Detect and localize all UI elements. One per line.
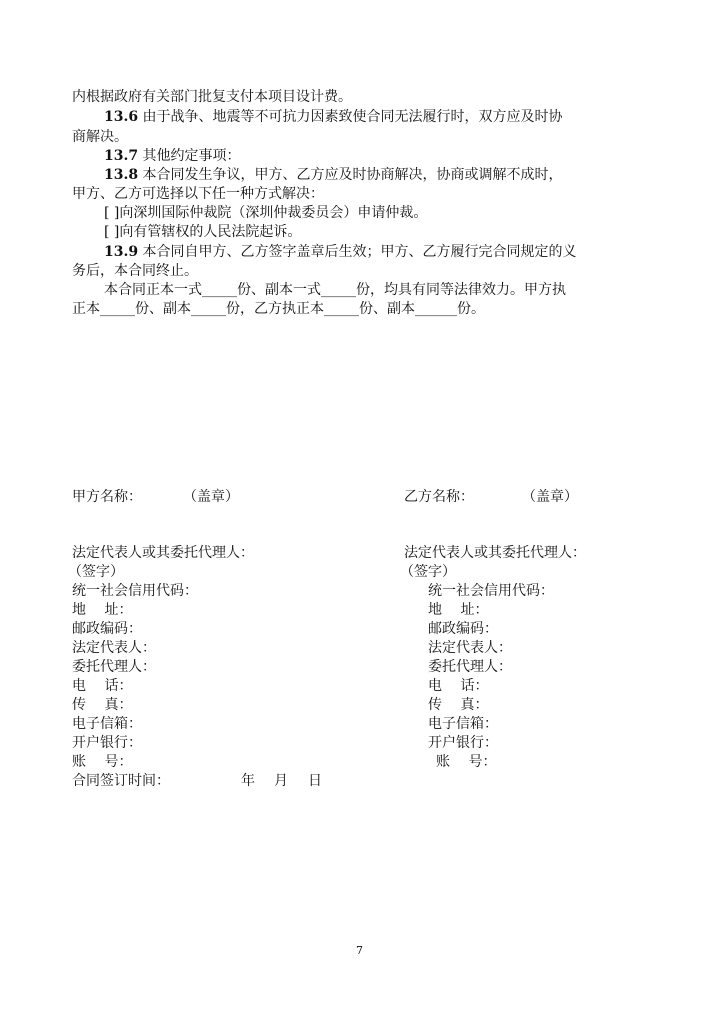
party-a-credit-code-label: 统一社会信用代码： — [72, 583, 198, 599]
clause-text: 本合同自甲方、乙方签字盖章后生效；甲方、乙方履行完合同规定的义 — [138, 244, 577, 260]
clause-13-8 — [104, 165, 563, 185]
party-b-phone-label: 电 话： — [428, 678, 489, 694]
clause-13-6 — [104, 107, 563, 127]
clause-13-7 — [104, 146, 241, 166]
party-a-agent-label: 委托代理人： — [72, 659, 156, 675]
party-b-bank-label: 开户银行： — [428, 735, 498, 751]
party-a-sign-label: （签字） — [68, 564, 124, 580]
party-b-address-label: 地 址： — [428, 602, 489, 618]
party-b-email-label: 电子信箱： — [428, 716, 498, 732]
party-a-legal-rep-label: 法定代表人： — [72, 640, 156, 656]
party-a-email-label: 电子信箱： — [72, 716, 142, 732]
signing-date-label: 合同签订时间： — [72, 773, 170, 789]
party-a-seal: （盖章） — [183, 489, 239, 505]
party-b-credit-code-label: 统一社会信用代码： — [428, 583, 554, 599]
party-a-bank-label: 开户银行： — [72, 735, 142, 751]
clause-continuation: 内根据政府有关部门批复支付本项目设计费。 — [72, 89, 352, 105]
clause-13-9 — [104, 242, 577, 262]
party-b-agent-label: 委托代理人： — [428, 659, 512, 675]
party-a-name-label: 甲方名称： — [72, 489, 142, 505]
clause-13-8-cont: 甲方、乙方可选择以下任一种方式解决： — [72, 186, 324, 202]
clause-text: 本合同发生争议，甲方、乙方应及时协商解决，协商或调解不成时， — [138, 167, 563, 183]
clause-number: 13.7 — [104, 148, 139, 164]
party-b-account-label: 账 号： — [436, 754, 497, 770]
party-a-postcode-label: 邮政编码： — [72, 621, 142, 637]
party-a-address-label: 地 址： — [72, 602, 133, 618]
clause-text: 其他约定事项： — [138, 148, 241, 164]
clause-13-6-cont: 商解决。 — [72, 129, 128, 145]
party-a-fax-label: 传 真： — [72, 697, 133, 713]
signing-month: 月 — [274, 773, 288, 789]
clause-number: 13.6 — [104, 109, 139, 125]
party-b-sign-label: （签字） — [400, 564, 456, 580]
party-b-rep-label: 法定代表人或其委托代理人： — [404, 545, 586, 561]
party-b-legal-rep-label: 法定代表人： — [428, 640, 512, 656]
copies-clause: 本合同正本一式_____份、副本一式_____份，均具有同等法律效力。甲方执 — [104, 282, 566, 298]
dispute-option-court: [ ]向有管辖权的人民法院起诉。 — [104, 224, 302, 240]
party-a-phone-label: 电 话： — [72, 678, 133, 694]
page-number: 7 — [356, 944, 363, 957]
party-a-rep-label: 法定代表人或其委托代理人： — [72, 545, 254, 561]
clause-number: 13.9 — [104, 244, 139, 260]
party-a-account-label: 账 号： — [72, 754, 133, 770]
party-b-seal: （盖章） — [522, 489, 578, 505]
clause-text: 由于战争、地震等不可抗力因素致使合同无法履行时，双方应及时协 — [138, 109, 563, 125]
party-b-postcode-label: 邮政编码： — [428, 621, 498, 637]
signing-day: 日 — [308, 773, 322, 789]
signing-year: 年 — [241, 773, 255, 789]
dispute-option-arbitration: [ ]向深圳国际仲裁院（深圳仲裁委员会）申请仲裁。 — [104, 205, 428, 221]
clause-number: 13.8 — [104, 167, 139, 183]
clause-13-9-cont: 务后，本合同终止。 — [72, 263, 198, 279]
party-b-fax-label: 传 真： — [428, 697, 489, 713]
party-b-name-label: 乙方名称： — [404, 489, 474, 505]
copies-clause-cont: 正本_____份、副本_____份，乙方执正本_____份、副本______份。 — [72, 301, 485, 317]
